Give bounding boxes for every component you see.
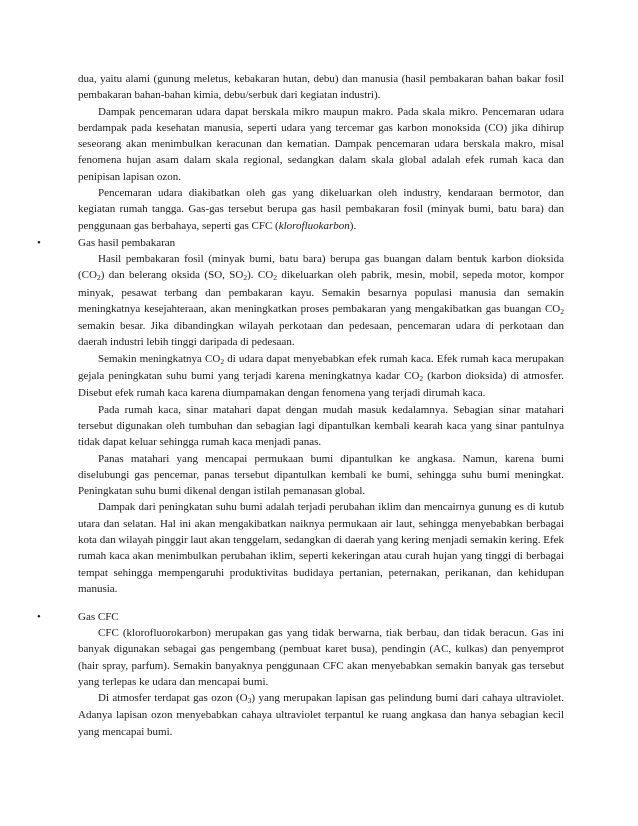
cfc-italic-term: klorofluokarbon xyxy=(278,219,350,232)
bullet-icon: • xyxy=(37,237,41,249)
section1-paragraph-2: Semakin meningkatnya $CO_2$ di udara dapat menyebabkan efek rumah kaca. Efek rumah kaca merupakan gejala peningkatan suhu bumi yang terjadi karena meningkatnya kadar $CO_2$ (karbon dioksida) di atmosfer. Disebut efek rumah kaca karena diumpamakan dengan fenomena yang terjadi dirumah kaca. xyxy=(78,352,565,400)
section1-body xyxy=(78,251,564,597)
section1-paragraph-5: Dampak dari peningkatan suhu bumi adalah terjadi perubahan iklim dan mencairnya gunung es di kutub utara dan selatan. Hal ini akan mengakibatkan naiknya permukaan air laut, sehingga menyebabkan berbagai kota dan wilayah pinggir laut akan tenggelam, sedangkan di daerah yang kering menjadi semakin kering. Efek rumah kaca akan menimbulkan perubahan iklim, seperti kekeringan atau curah hujan yang tinggi di berbagai tempat sehingga mempengaruhi produktivitas budidaya pertanian, peternakan, perikanan, dan kehidupan manusia. xyxy=(78,501,564,595)
section1-paragraph-3: Pada rumah kaca, sinar matahari dapat dengan mudah masuk kedalamnya. Sebagian sinar matahari tersebut digunakan oleh tumbuhan dan sebagian lagi dipantulkan kembali kearah kaca yang sinar pantulnya tidak dapat keluar sehingga rumah kaca menjadi panas. xyxy=(78,403,564,449)
intro-paragraph-2: Dampak pencemaran udara dapat berskala mikro maupun makro. Pada skala mikro. Pencemaran udara berdampak pada kesehatan manusia, seperti udara yang tercemar gas karbon monoksida (CO) jika dihirup seseorang akan menimbulkan keracunan dan kematian. Dampak pencemaran udara berskala makro, misal fenomena hujan asam dalam skala regional, sedangkan dalam skala global adalah efek rumah kaca dan penipisan lapisan ozon. xyxy=(78,105,564,183)
section-title: Gas CFC xyxy=(78,611,119,623)
bullet-icon: • xyxy=(37,611,41,623)
section2-paragraph-1: CFC (klorofluorokarbon) merupakan gas yang tidak berwarna, tiak berbau, dan tidak beracun. Gas ini banyak digunakan sebagai gas pengembang (pembuat karet busa), pendingin (AC, kulkas) dan penyemprot (hair spray, parfum). Semakin banyaknya penggunaan CFC akan menyebabkan semakin banyak gas tersebut yang terlepas ke udara dan mencapai bumi. xyxy=(78,627,564,688)
section2-body xyxy=(78,625,564,740)
intro-paragraph-1: dua, yaitu alami (gunung meletus, kebakaran hutan, debu) dan manusia (hasil pembakaran bahan bakar fosil pembakaran bahan-bahan kimia, debu/serbuk dari kegiatan industri). xyxy=(78,73,564,102)
section1-paragraph-4: Panas matahari yang mencapai permukaan bumi dipantulkan ke angkasa. Namun, karena bumi diselubungi gas pencemar, panas tersebut dipantulkan kembali ke bumi, sehingga suhu bumi meningkat. Peningkatan suhu bumi dikenal dengan istilah pemanasan global. xyxy=(78,452,564,498)
intro-block xyxy=(78,71,564,234)
section2-paragraph-2: Di atmosfer terdapat gas ozon $(O_3)$ yang merupakan lapisan gas pelindung bumi dari cahaya ultraviolet. Adanya lapisan ozon menyebabkan cahaya ultraviolet terpantul ke ruang angkasa dan hanya sebagian kecil yang mencapai bumi. xyxy=(78,692,565,738)
section1-paragraph-1: Hasil pembakaran fosil (minyak bumi, batu bara) berupa gas buangan dalam bentuk karbon dioksida $(CO_2)$ dan belerang oksida (SO, $SO_2$). $CO_2$ dikeluarkan oleh pabrik, mesin, mobil, sepeda motor, kompor minyak, pesawat terbang dan pembakaran kayu. Semakin besarnya populasi manusia dan semakin meningkatnya kesejahteraan, akan meningkatkan proses pembakaran yang mengakibatkan gas buangan $CO_2$ semakin besar. Jika dibandingkan wilayah perkotaan dan pedesaan, pencemaran udara di perkotaan dan daerah industri lebih tinggi daripada di pedesaan. xyxy=(78,253,565,349)
intro-paragraph-3: Pencemaran udara diakibatkan oleh gas yang dikeluarkan oleh industry, kendaraan bermotor, dan kegiatan rumah tangga. Gas-gas tersebut berupa gas hasil pembakaran fosil (minyak bumi, batu bara) dan penggunaan gas berbahaya, seperti gas CFC (klorofluokarbon). xyxy=(78,187,564,232)
section-title: Gas hasil pembakaran xyxy=(78,237,176,249)
